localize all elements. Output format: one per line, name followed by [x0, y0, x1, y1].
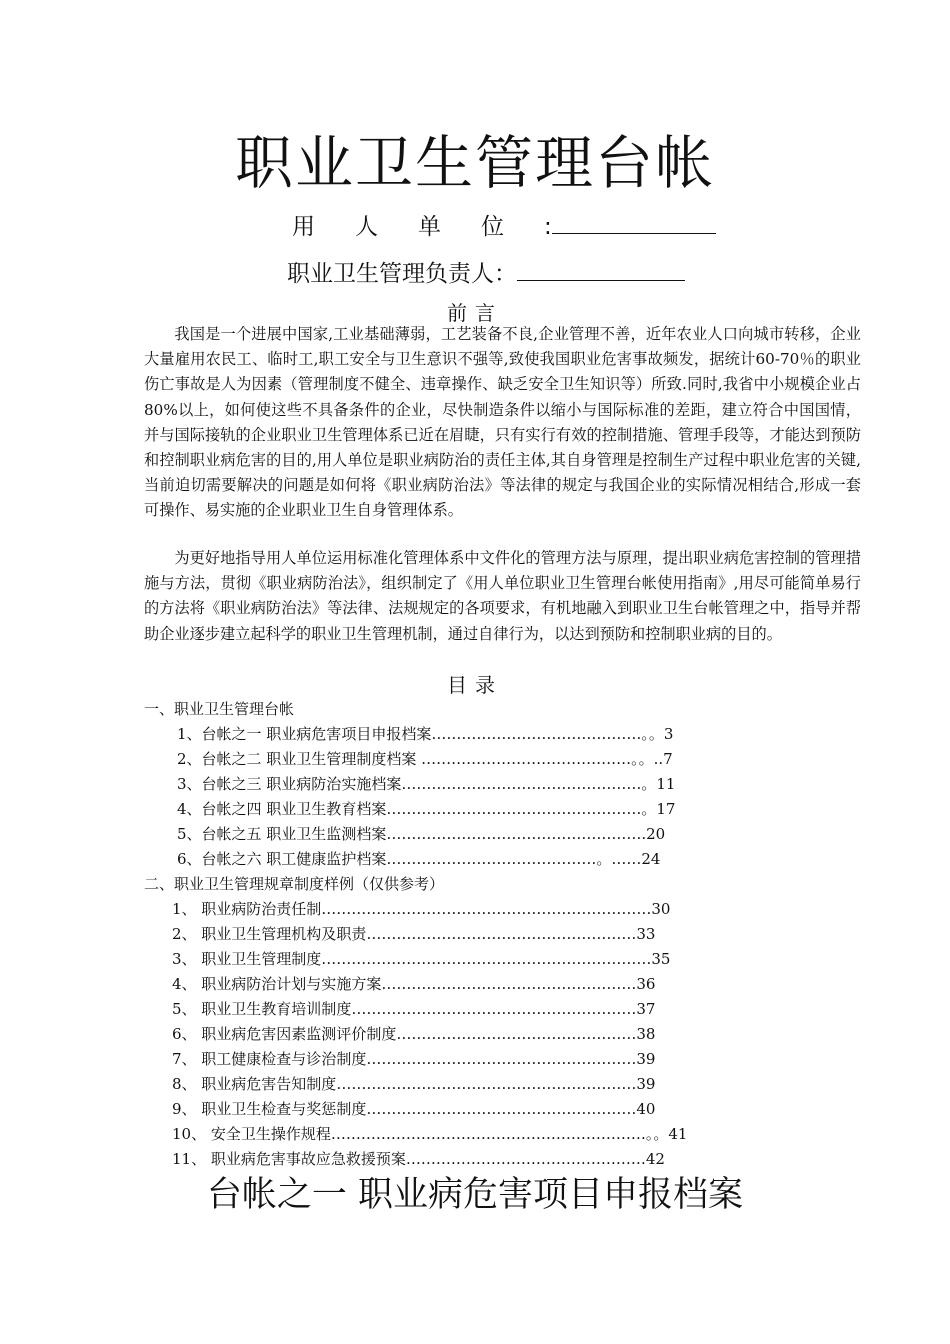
toc-heading: 目录 [447, 673, 503, 697]
toc-entry: 2、 职业卫生管理机构及职责………………………………………………33 [172, 925, 656, 943]
employer-field [292, 211, 716, 242]
toc-section: 二、职业卫生管理规章制度样例（仅供参考） [144, 875, 445, 893]
employer-blank-line [552, 211, 716, 234]
preface-heading: 前言 [447, 301, 503, 325]
toc-entry: 3、 职业卫生管理制度…………………………………………………………35 [172, 950, 671, 968]
document-title: 职业卫生管理台帐 [234, 129, 715, 197]
preface-paragraph-1: 我国是一个进展中国家,工业基础薄弱，工艺装备不良,企业管理不善，近年农业人口向城市转移，企业大量雇用农民工、临时工,职工安全与卫生意识不强等,致使我国职业危害事故频发，据统计60-70％的职业伤亡事故是人为因素（管理制度不健全、违章操作、缺乏安全卫生知识等）所致.同时,我省中小规模企业占80%以上，如何使这些不具备条件的企业，尽快制造条件以缩小与国际标准的差距，建立符合中国国情，并与国际接轨的企业职业卫生管理体系已近在眉睫，只有实行有效的控制措施、管理手段等，才能达到预防和控制职业病危害的目的,用人单位是职业病防治的责任主体,其自身管理是控制生产过程中职业危害的关键,当前迫切需要解决的问题是如何将《职业病防治法》等法律的规定与我国企业的实际情况相结合,形成一套可操作、易实施的企业职业卫生自身管理体系。 [144, 325, 861, 520]
section-heading: 台帐之一 职业病危害项目申报档案 [206, 1175, 744, 1215]
toc-entry: 9、 职业卫生检查与奖惩制度………………………………………………40 [172, 1100, 656, 1118]
toc-entry: 1、台帐之一 职业病危害项目申报档案……………………………………。。3 [177, 725, 674, 743]
toc-entry: 11、 职业病危害事故应急救援预案…………………………………………42 [172, 1150, 665, 1168]
toc-entry: 5、 职业卫生教育培训制度…………………………………………………37 [172, 1000, 656, 1018]
manager-field [287, 258, 685, 289]
toc-entry: 5、台帐之五 职业卫生监测档案…………………………………………….20 [177, 825, 666, 843]
preface-paragraph-2: 为更好地指导用人单位运用标准化管理体系中文件化的管理方法与原理，提出职业病危害控制的管理措施与方法，贯彻《职业病防治法》，组织制定了《用人单位职业卫生管理台帐使用指南》,用尽可能简单易行的方法将《职业病防治法》等法律、法规规定的各项要求，有机地融入到职业卫生台帐管理之中，指导并帮助企业逐步建立起科学的职业卫生管理机制，通过自律行为，以达到预防和控制职业病的目的。 [144, 549, 861, 643]
toc-entry: 4、台帐之四 职业卫生教育档案……………………………………………。17 [177, 800, 676, 818]
manager-blank-line [517, 258, 685, 281]
toc-entry: 7、 职工健康检查与诊治制度………………………………………………39 [172, 1050, 656, 1068]
toc-section: 一、职业卫生管理台帐 [144, 700, 295, 718]
toc-entry: 2、台帐之二 职业卫生管理制度档案 ……………………………………。。..7 [177, 750, 673, 768]
toc-entry: 6、台帐之六 职工健康监护档案……………………………………。……24 [177, 850, 661, 868]
toc-entry: 10、 安全卫生操作规程………………………………………………………。。41 [172, 1125, 688, 1143]
toc-entry: 6、 职业病危害因素监测评价制度…………………………………………38 [172, 1025, 656, 1043]
toc-entry: 8、 职业病危害告知制度……………………………………………………39 [172, 1075, 656, 1093]
toc-entry: 4、 职业病防治计划与实施方案……………………………………………36 [172, 975, 656, 993]
toc-entry: 1、 职业病防治责任制…………………………………………………………30 [172, 900, 671, 918]
employer-colon: : [544, 214, 552, 240]
toc-entry: 3、台帐之三 职业病防治实施档案…………………………………………。11 [177, 775, 676, 793]
manager-label: 职业卫生管理负责人： [287, 261, 517, 287]
employer-label: 用人单位 [292, 214, 544, 240]
